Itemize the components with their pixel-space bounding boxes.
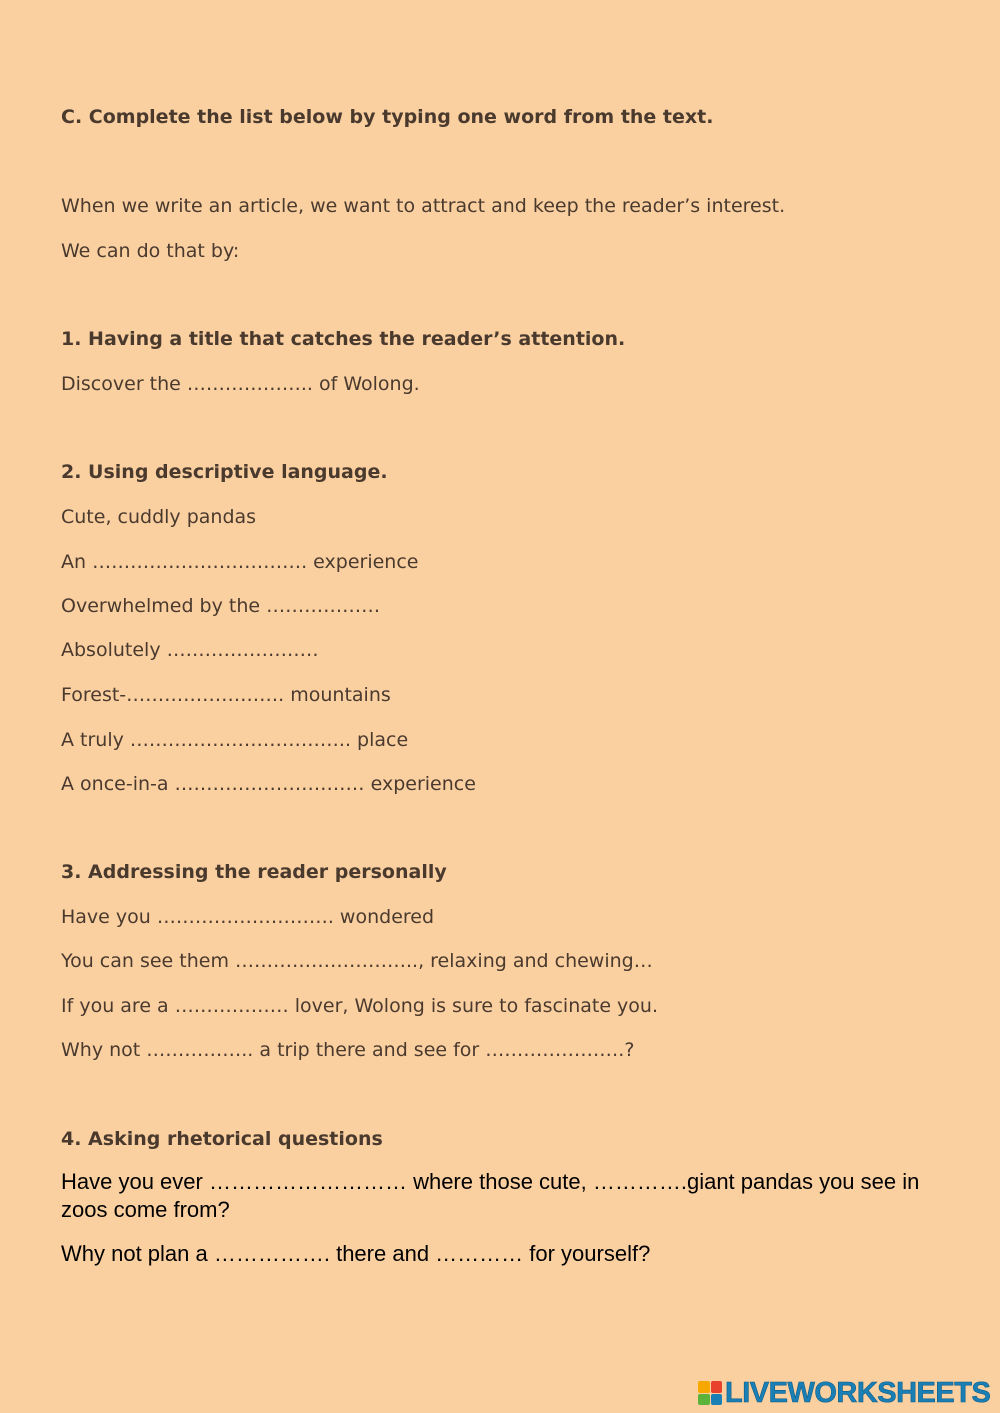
section-3-heading: 3. Addressing the reader personally: [61, 861, 447, 883]
liveworksheets-logo: [698, 1378, 990, 1408]
section-1-heading: 1. Having a title that catches the reader’s attention.: [61, 328, 626, 350]
section-3-item: If you are a ……………… lover, Wolong is sure to fascinate you.: [61, 995, 659, 1017]
section-2-item: Forest-……………………. mountains: [61, 684, 391, 706]
section-2-heading: 2. Using descriptive language.: [61, 461, 388, 483]
section-2-item: A truly …………………………….. place: [61, 729, 409, 751]
liveworksheets-logo-text: LIVEWORKSHEETS: [725, 1376, 991, 1409]
section-4-item: Why not plan a ……………. there and ………… for yourself?: [61, 1241, 651, 1266]
section-3-item: Have you ………………………. wondered: [61, 906, 435, 928]
section-2-item: Overwhelmed by the ………………: [61, 595, 381, 617]
section-4-item: Have you ever ……………………… where those cute, ………….giant pandas you see in zoos come from?: [61, 1169, 920, 1222]
liveworksheets-logo-icon: [698, 1381, 722, 1405]
section-4-heading: 4. Asking rhetorical questions: [61, 1128, 383, 1150]
section-2-item: Cute, cuddly pandas: [61, 506, 257, 528]
section-3-item: Why not …………….. a trip there and see for ………………….?: [61, 1039, 635, 1061]
section-2-item: An ……………………………. experience: [61, 551, 419, 573]
intro-line-1: When we write an article, we want to attract and keep the reader’s interest.: [61, 195, 786, 217]
section-2-item: A once-in-a ………………………… experience: [61, 773, 476, 795]
intro-line-2: We can do that by:: [61, 240, 240, 262]
section-2-item: Absolutely ……………………: [61, 639, 319, 661]
section-3-item: You can see them ……………………….., relaxing and chewing…: [61, 950, 653, 972]
section-1-item: Discover the ……………….. of Wolong.: [61, 373, 420, 395]
instruction-heading: C. Complete the list below by typing one word from the text.: [61, 106, 714, 128]
